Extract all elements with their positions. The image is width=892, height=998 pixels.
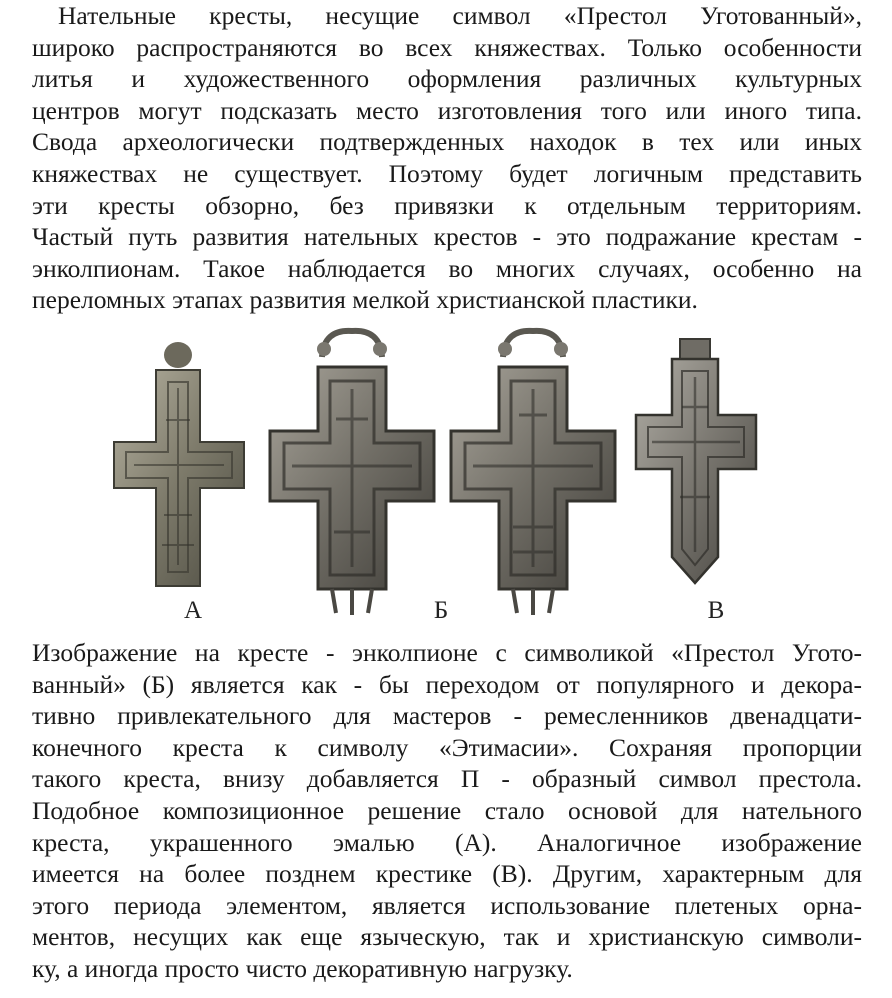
text-line: широко распространяются во всех княжествах. Только особенности bbox=[32, 32, 862, 62]
caption-b: Б bbox=[433, 597, 449, 624]
text-line: имеется на более позднем крестике (В). Другим, характерным для bbox=[32, 859, 862, 889]
caption-v: В bbox=[707, 597, 725, 624]
text-line: центров могут подсказать место изготовления того или иного типа. bbox=[32, 95, 862, 125]
paragraph-intro bbox=[32, 0, 862, 316]
crosses-figure bbox=[0, 325, 892, 625]
text-line: Свода археологически подтвержденных находок в тех или иных bbox=[32, 127, 862, 157]
text-line: переломных этапах развития мелкой христианской пластики. bbox=[32, 285, 698, 315]
text-line: ментов, несущих как еще языческую, так и христианскую символи- bbox=[32, 922, 862, 952]
text-line: конечного креста к символу «Этимасии». Сохраняя пропорции bbox=[32, 732, 862, 762]
text-line: Подобное композиционное решение стало основой для нательного bbox=[32, 795, 862, 825]
text-line: энколпионам. Такое наблюдается во многих случаях, особенно на bbox=[32, 253, 862, 283]
text-line: креста, украшенного эмалью (А). Аналогичное изображение bbox=[32, 827, 862, 857]
text-line: такого креста, внизу добавляется П - образный символ престола. bbox=[32, 764, 862, 794]
text-line: тивно привлекательного для мастеров - ремесленников двенадцати- bbox=[32, 701, 862, 731]
text-line: Изображение на кресте - энколпионе с символикой «Престол Угото- bbox=[32, 638, 862, 667]
text-line: княжествах не существует. Поэтому будет логичным представить bbox=[32, 158, 862, 188]
text-line: эти кресты обзорно, без привязки к отдельным территориям. bbox=[32, 190, 862, 220]
text-line: этого периода элементом, является использование плетеных орна- bbox=[32, 890, 862, 920]
caption-a: А bbox=[183, 597, 203, 624]
text-line: Частый путь развития нательных крестов - это подражание крестам - bbox=[32, 222, 862, 252]
text-line: Нательные кресты, несущие символ «Престол Уготованный», bbox=[58, 1, 862, 30]
paragraph-description bbox=[32, 637, 862, 985]
text-line: ку, а иногда просто чисто декоративную нагрузку. bbox=[32, 953, 573, 983]
text-line: литья и художественного оформления различных культурных bbox=[32, 64, 862, 94]
text-line: ванный» (Б) является как - бы переходом от популярного и декора- bbox=[32, 669, 862, 699]
